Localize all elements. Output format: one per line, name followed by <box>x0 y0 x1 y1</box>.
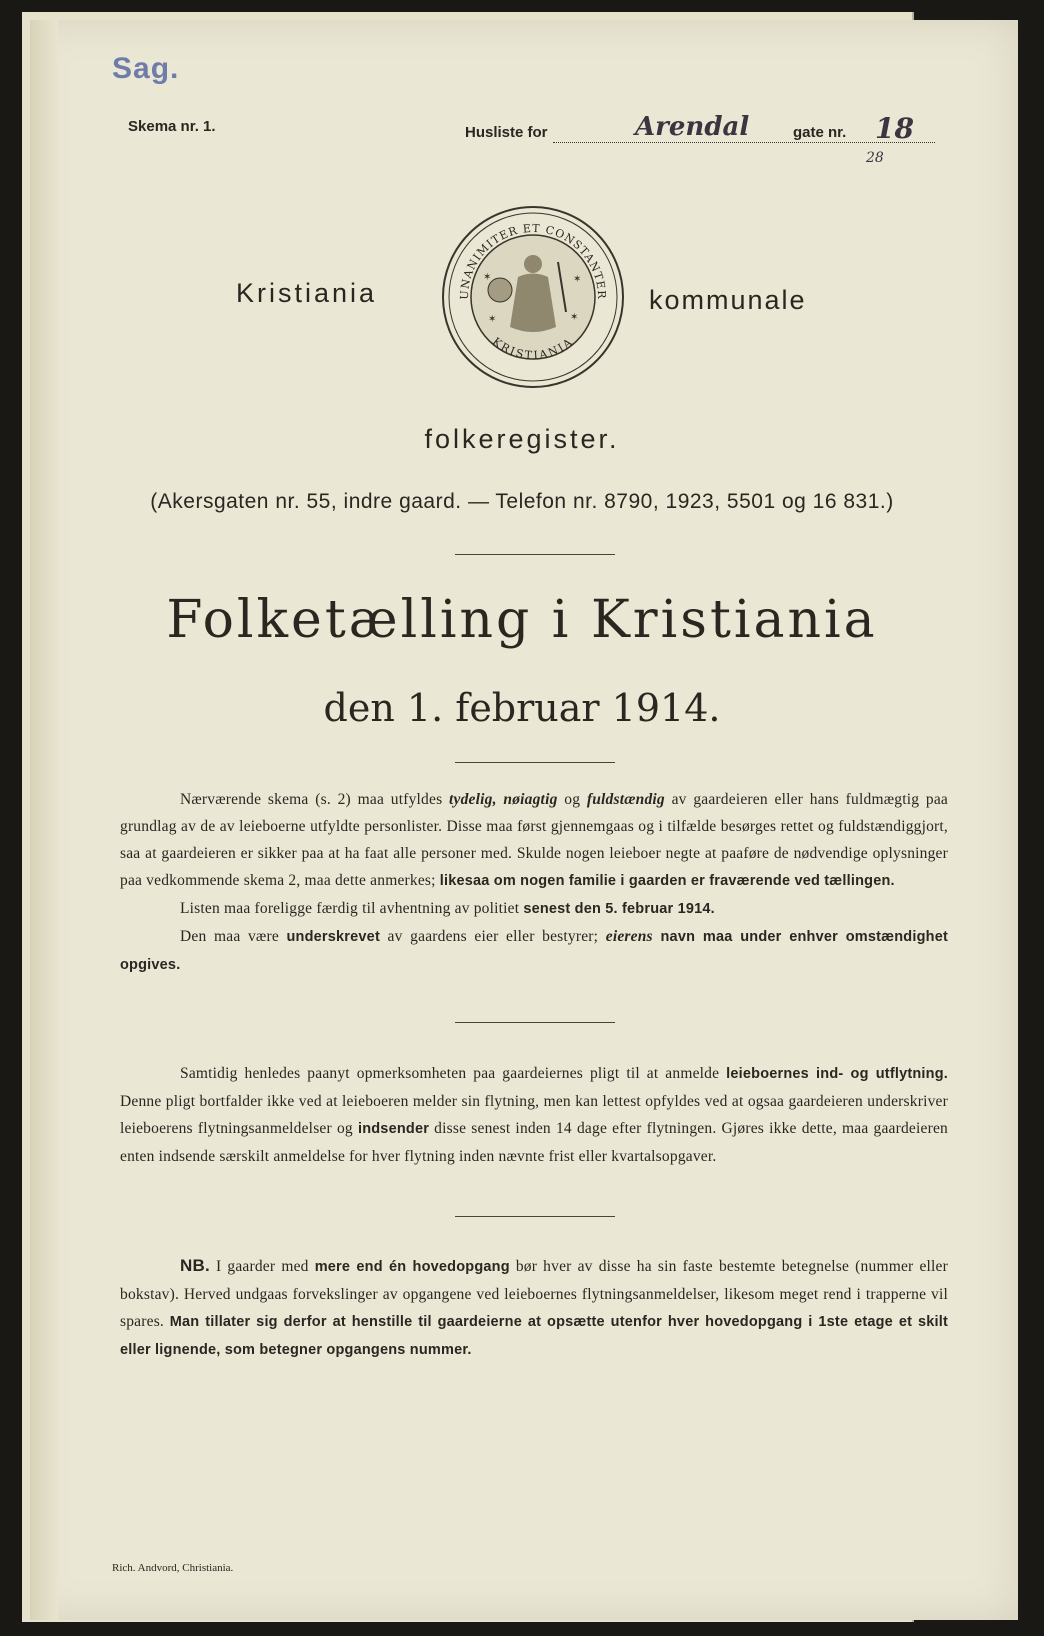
divider <box>455 554 615 555</box>
census-date: den 1. februar 1914. <box>323 686 721 730</box>
instructions-block <box>120 786 948 979</box>
divider <box>455 1216 615 1217</box>
svg-text:✶: ✶ <box>573 274 582 285</box>
svg-text:✶: ✶ <box>488 314 497 325</box>
paragraph: NB. I gaarder med mere end én hovedopgang bør hver av disse ha sin faste bestemte betegnelse (nummer eller bokstav). Herved undgaas forvekslinger av opgangene ved leieboernes flytningsanmeldelser, likesom meget rend i trapperne vil spares. Man tillater sig derfor at henstille til gaardeierne at opsætte utenfor hver hovedopgang i 1ste etage et skilt eller lignende, som betegner opgangens nummer. <box>120 1256 949 1358</box>
page-spine <box>30 20 58 1620</box>
sub-number-handwritten: 28 <box>866 150 884 166</box>
house-number-handwritten: 18 <box>875 112 914 145</box>
street-handwritten: Arendal <box>635 112 750 142</box>
paragraph: Samtidig henledes paanyt opmerksomheten paa gaardeiernes pligt til at anmelde leieboernes ind- og utflytning. Denne pligt bortfalder ikke ved at leieboeren melder sin flytning, men kan lettest opfyldes ved at ogsaa gaardeieren underskriver leieboerens flytningsanmeldelser og indsender disse senest inden 14 dage efter flytningen. Gjøres ikke dette, maa gaardeieren enten indsende særskilt anmeldelse for hver flytning inden nævnte frist eller kvartalsopgaver. <box>120 1065 948 1165</box>
husliste-line <box>465 112 935 145</box>
relocation-block <box>120 1060 948 1170</box>
svg-text:UNANIMITER ET CONSTANTER: UNANIMITER ET CONSTANTER <box>457 221 609 300</box>
document-title: Folketælling i Kristiania <box>166 590 878 650</box>
husliste-label: Husliste for <box>465 124 548 141</box>
gate-label: gate nr. <box>793 124 847 141</box>
divider <box>455 1022 615 1023</box>
office-address: (Akersgaten nr. 55, indre gaard. — Telefon nr. 8790, 1923, 5501 og 16 831.) <box>150 490 894 513</box>
nb-block <box>120 1252 948 1364</box>
folkeregister-label: folkeregister. <box>424 424 620 454</box>
paragraph: Listen maa foreligge færdig til avhentning av politiet senest den 5. februar 1914. <box>180 900 715 917</box>
printer-imprint: Rich. Andvord, Christiania. <box>112 1562 234 1574</box>
masthead-left: Kristiania <box>236 278 378 308</box>
svg-text:✶: ✶ <box>483 272 492 283</box>
skema-number: Skema nr. 1. <box>128 118 216 135</box>
masthead-right: kommunale <box>649 285 807 315</box>
svg-text:✶: ✶ <box>570 312 579 323</box>
kristiania-seal-icon <box>438 202 628 392</box>
sag-stamp: Sag. <box>112 52 180 85</box>
paragraph: Den maa være underskrevet av gaardens eier eller bestyrer; eierens navn maa under enhver omstændighet opgives. <box>120 928 948 973</box>
paragraph: Nærværende skema (s. 2) maa utfyldes tydelig, nøiagtig og fuldstændig av gaardeieren eller hans fuldmægtig paa grundlag av de av leieboerne utfyldte personlister. Disse maa først gjennemgaas og i tilfælde besørges rettet og fuldstændiggjort, saa at gaardeieren er sikker paa at ha faat alle personer med. Skulde nogen leieboer negte at paaføre de nødvendige oplysninger paa vedkommende skema 2, maa dette anmerkes; likesaa om nogen familie i gaarden er fraværende ved tællingen. <box>120 791 948 889</box>
divider <box>455 762 615 763</box>
svg-text:KRISTIANIA: KRISTIANIA <box>489 334 577 363</box>
